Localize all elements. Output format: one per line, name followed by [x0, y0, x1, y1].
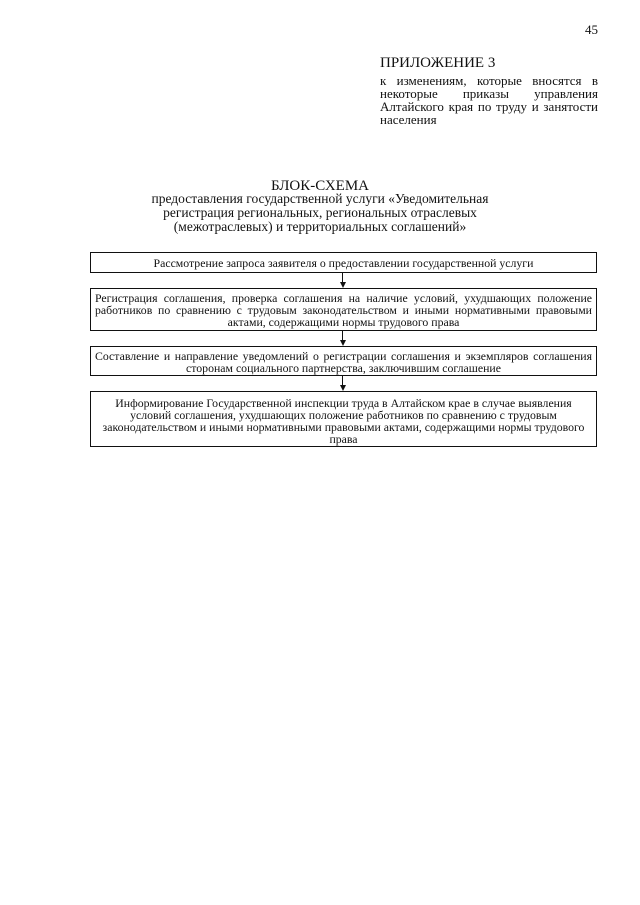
flowchart-step-1: Рассмотрение запроса заявителя о предоставлении государственной услуги [90, 252, 597, 273]
flow-arrow-down-icon [340, 273, 346, 288]
flowchart-step-3: Составление и направление уведомлений о регистрации соглашения и экземпляров соглашения сторонам социального партнерства, заключившим соглашение [90, 346, 597, 376]
scheme-subtitle: предоставления государственной услуги «Уведомительная регистрация региональных, региональных отраслевых (межотраслевых) и территориальных соглашений» [151, 191, 489, 234]
flow-arrow-down-icon [340, 331, 346, 346]
scheme-title: БЛОК-СХЕМА [270, 178, 370, 194]
appendix-header [380, 55, 598, 126]
flowchart-step-2: Регистрация соглашения, проверка соглашения на наличие условий, ухудшающих положение работников по сравнению с трудовым законодательством и иными нормативными правовыми актами, содержащими нормы трудового права [90, 288, 597, 331]
appendix-title: ПРИЛОЖЕНИЕ 3 [380, 55, 496, 71]
flowchart-step-4: Информирование Государственной инспекции труда в Алтайском крае в случае выявления условий соглашения, ухудшающих положение работников по сравнению с трудовым законодательством и иными нормативными правовыми актами, содержащими нормы трудового права [90, 391, 597, 447]
page-number: 45 [585, 22, 598, 37]
flow-arrow-down-icon [340, 376, 346, 391]
appendix-text: к изменениям, которые вносятся в некоторые приказы управления Алтайского края по труду и занятости населения [380, 73, 598, 127]
